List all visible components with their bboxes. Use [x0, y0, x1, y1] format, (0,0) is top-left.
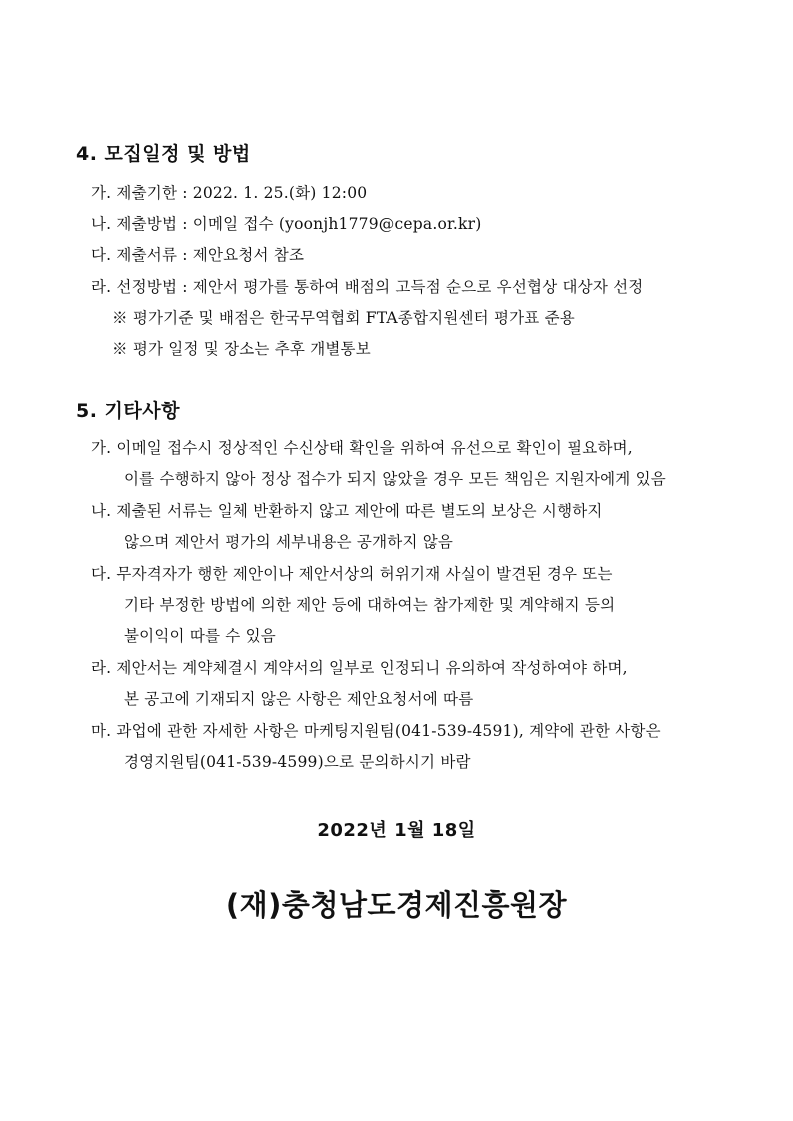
section-5-item-ga-cont: 이를 수행하지 않아 정상 접수가 되지 않았을 경우 모든 책임은 지원자에게 있음 [124, 470, 666, 488]
section-4-item-na: 나. 제출방법 : 이메일 접수 (yoonjh1779@cepa.or.kr) [91, 215, 482, 233]
section-5-item-ra: 라. 제안서는 계약체결시 계약서의 일부로 인정되니 유의하여 작성하여야 하며, [91, 659, 628, 677]
issue-date: 2022년 1월 18일 [317, 820, 476, 841]
section-5-item-na-cont: 않으며 제안서 평가의 세부내용은 공개하지 않음 [124, 533, 454, 551]
section-5-item-ga: 가. 이메일 접수시 정상적인 수신상태 확인을 위하여 유선으로 확인이 필요하며, [91, 439, 633, 457]
section-4-note-schedule: ※ 평가 일정 및 장소는 추후 개별통보 [112, 340, 371, 358]
section-4-item-ra: 라. 선정방법 : 제안서 평가를 통하여 배점의 고득점 순으로 우선협상 대상자 선정 [91, 278, 644, 296]
section-4-title: 4. 모집일정 및 방법 [76, 143, 251, 165]
section-5-title: 5. 기타사항 [76, 400, 180, 422]
section-5-item-ma-cont: 경영지원팀(041-539-4599)으로 문의하시기 바람 [124, 753, 471, 771]
section-5-item-na: 나. 제출된 서류는 일체 반환하지 않고 제안에 따른 별도의 보상은 시행하지 [91, 502, 603, 520]
section-4-item-ga: 가. 제출기한 : 2022. 1. 25.(화) 12:00 [91, 184, 368, 202]
organization-signature: (재)충청남도경제진흥원장 [225, 888, 568, 922]
section-4-item-da: 다. 제출서류 : 제안요청서 참조 [91, 246, 305, 264]
section-5-item-da: 다. 무자격자가 행한 제안이나 제안서상의 허위기재 사실이 발견된 경우 또는 [91, 565, 613, 583]
section-5-item-da-cont-2: 불이익이 따를 수 있음 [124, 627, 276, 645]
section-4-note-criteria: ※ 평가기준 및 배점은 한국무역협회 FTA종합지원센터 평가표 준용 [112, 309, 575, 327]
section-5-item-da-cont-1: 기타 부정한 방법에 의한 제안 등에 대하여는 참가제한 및 계약해지 등의 [124, 596, 616, 614]
section-5-item-ma: 마. 과업에 관한 자세한 사항은 마케팅지원팀(041-539-4591), 계약에 관한 사항은 [91, 722, 661, 740]
section-5-item-ra-cont: 본 공고에 기재되지 않은 사항은 제안요청서에 따름 [124, 690, 474, 708]
